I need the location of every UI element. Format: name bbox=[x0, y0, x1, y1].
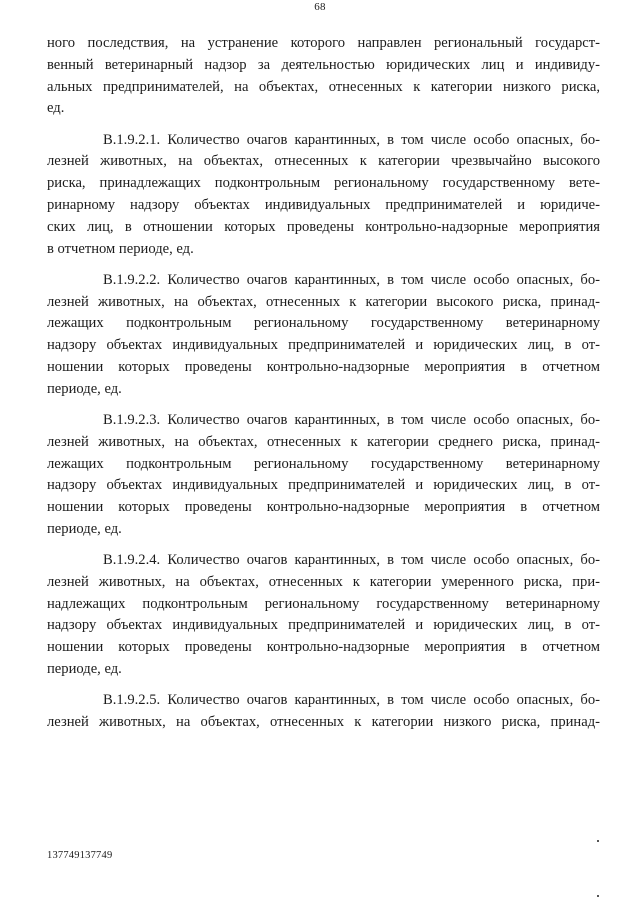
text-line: В.1.9.2.5. Количество очагов карантинных, в том числе особо опасных, бо- bbox=[103, 692, 600, 709]
paragraph-b-1-9-2-4 bbox=[47, 550, 600, 681]
text-line: лежащих подконтрольным региональному государственному ветеринарному bbox=[47, 455, 600, 472]
text-line: лезней животных, на объектах, отнесенных к категории высокого риска, принад- bbox=[47, 293, 600, 310]
document-body bbox=[47, 33, 600, 734]
paragraph-b-1-9-2-2 bbox=[47, 270, 600, 401]
text-line: в отчетном периоде, ед. bbox=[47, 240, 194, 257]
text-line: периоде, ед. bbox=[47, 661, 122, 678]
text-line: ношении которых проведены контрольно-надзорные мероприятия в отчетном bbox=[47, 499, 600, 516]
text-line: альных предпринимателей, на объектах, отнесенных к категории низкого риска, bbox=[47, 78, 600, 95]
page-number: 68 bbox=[314, 1, 326, 13]
paragraph-continuation bbox=[47, 33, 600, 120]
text-line: лезней животных, на объектах, отнесенных к категории умеренного риска, при- bbox=[47, 573, 600, 590]
text-line: периоде, ед. bbox=[47, 380, 122, 397]
scan-speck bbox=[597, 895, 599, 897]
text-line: венный ветеринарный надзор за деятельностью юридических лиц и индивиду- bbox=[47, 56, 600, 73]
text-line: лезней животных, на объектах, отнесенных к категории среднего риска, принад- bbox=[47, 433, 600, 450]
text-line: лезней животных, на объектах, отнесенных к категории чрезвычайно высокого bbox=[47, 153, 600, 170]
text-line: ного последствия, на устранение которого направлен региональный государст- bbox=[47, 35, 600, 51]
text-line: ношении которых проведены контрольно-надзорные мероприятия в отчетном bbox=[47, 358, 600, 375]
text-line: В.1.9.2.2. Количество очагов карантинных, в том числе особо опасных, бо- bbox=[103, 271, 600, 288]
scan-speck bbox=[597, 840, 599, 842]
text-line: лезней животных, на объектах, отнесенных к категории низкого риска, принад- bbox=[47, 714, 600, 731]
text-line: надзору объектах индивидуальных предпринимателей и юридических лиц, в от- bbox=[47, 477, 600, 494]
paragraph-b-1-9-2-5 bbox=[47, 690, 600, 734]
text-line: ед. bbox=[47, 100, 65, 117]
text-line: ских лиц, в отношении которых проведены контрольно-надзорные мероприятия bbox=[47, 218, 600, 235]
paragraph-b-1-9-2-1 bbox=[47, 130, 600, 261]
text-line: лежащих подконтрольным региональному государственному ветеринарному bbox=[47, 315, 600, 332]
text-line: надзору объектах индивидуальных предпринимателей и юридических лиц, в от- bbox=[47, 337, 600, 354]
text-line: ринарному надзору объектах индивидуальных предпринимателей и юридиче- bbox=[47, 196, 600, 213]
text-line: В.1.9.2.3. Количество очагов карантинных, в том числе особо опасных, бо- bbox=[103, 411, 600, 428]
text-line: надзору объектах индивидуальных предпринимателей и юридических лиц, в от- bbox=[47, 617, 600, 634]
text-line: ношении которых проведены контрольно-надзорные мероприятия в отчетном bbox=[47, 639, 600, 656]
text-line: В.1.9.2.1. Количество очагов карантинных, в том числе особо опасных, бо- bbox=[103, 131, 600, 148]
text-line: периоде, ед. bbox=[47, 520, 122, 537]
text-line: надлежащих подконтрольным региональному государственному ветеринарному bbox=[47, 595, 600, 612]
text-line: риска, принадлежащих подконтрольным региональному государственному вете- bbox=[47, 175, 600, 192]
text-line: В.1.9.2.4. Количество очагов карантинных, в том числе особо опасных, бо- bbox=[103, 552, 600, 569]
paragraph-b-1-9-2-3 bbox=[47, 410, 600, 541]
footer-document-code: 137749137749 bbox=[47, 850, 113, 861]
